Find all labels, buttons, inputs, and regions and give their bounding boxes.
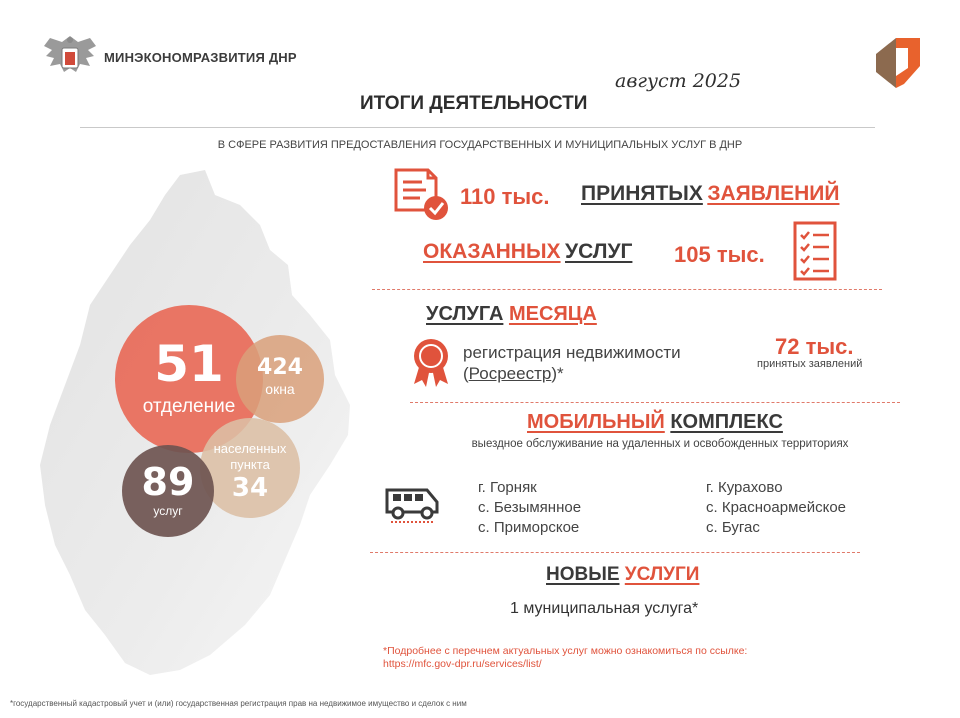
location-item: с. Безымянное [478,499,582,516]
note [383,645,747,671]
new-services-heading-red: УСЛУГИ [624,564,700,585]
ministry-name: МИНЭКОНОМРАЗВИТИЯ ДНР [104,50,297,65]
note-link[interactable]: https://mfc.gov-dpr.ru/services/list/ [383,658,542,670]
mobile-description: выездное обслуживание на удаленных и освобожденных территориях [471,438,849,450]
header-divider [80,127,875,128]
localities-label-2: пункта [230,457,270,472]
section-divider [410,402,900,403]
services-count: 89 [141,460,195,504]
localities-count: 34 [231,473,269,503]
applications-label-dark: ПРИНЯТЫХ [581,182,703,205]
localities-label-1: населенных [213,441,287,456]
offices-label: отделение [142,396,236,417]
locations-left [478,478,581,538]
applications-label-red: ЗАЯВЛЕНИЙ [707,182,840,205]
page-title: ИТОГИ ДЕЯТЕЛЬНОСТИ [360,93,588,114]
coat-of-arms-icon [40,32,100,82]
location-item: г. Горняк [478,479,537,496]
section-divider [370,552,860,553]
new-services-text: 1 муниципальная услуга* [510,600,699,617]
service-of-month-heading-red: МЕСЯЦА [508,303,597,325]
service-of-month-prefix: ( [463,364,469,383]
new-services-heading-dark: НОВЫЕ [546,564,620,585]
applications-label [581,182,839,206]
checklist-icon [792,220,842,284]
rosreestr-link[interactable]: Росреестр [468,364,552,383]
services-label [423,240,632,264]
service-of-month-heading-dark: УСЛУГА [426,303,504,325]
services-value: 105 тыс. [674,242,765,267]
service-of-month-suffix: )* [551,364,564,383]
mobile-heading-red: МОБИЛЬНЫЙ [527,411,665,433]
new-services-heading [546,564,699,586]
service-of-month-heading [426,303,597,326]
mobile-heading-dark: КОМПЛЕКС [670,411,783,433]
applications-value: 110 тыс. [460,184,550,209]
services-label: услуг [153,504,183,518]
service-of-month-line2 [463,364,564,384]
document-check-icon [392,166,452,224]
page-subtitle: В СФЕРЕ РАЗВИТИЯ ПРЕДОСТАВЛЕНИЯ ГОСУДАРСТВЕННЫХ И МУНИЦИПАЛЬНЫХ УСЛУГ В ДНР [217,139,743,151]
section-divider [372,289,882,290]
services-label-red: ОКАЗАННЫХ [423,240,561,263]
service-of-month-value: 72 тыс. [775,334,854,359]
location-item: г. Курахово [706,479,783,496]
mobile-heading [527,411,783,434]
footnote: *государственный кадастровый учет и (или) государственная регистрация прав на недвижимое имущество и сделок с ним [10,699,467,708]
note-text: *Подробнее с перечнем актуальных услуг можно ознакомиться по ссылке: [383,645,748,657]
services-label-dark: УСЛУГ [565,240,633,263]
location-item: с. Бугас [706,519,760,536]
windows-label: окна [265,381,295,397]
service-of-month-caption: принятых заявлений [757,358,863,370]
location-item: с. Приморское [478,519,580,536]
service-of-month-line1: регистрация недвижимости [463,343,681,362]
report-period: август 2025 [615,70,742,92]
award-icon [408,336,454,388]
mfc-logo-icon [874,32,924,92]
location-item: с. Красноармейское [706,499,847,516]
minibus-icon [383,482,443,524]
locations-right [706,478,846,538]
offices-count: 51 [154,335,224,393]
windows-count: 424 [257,355,303,380]
